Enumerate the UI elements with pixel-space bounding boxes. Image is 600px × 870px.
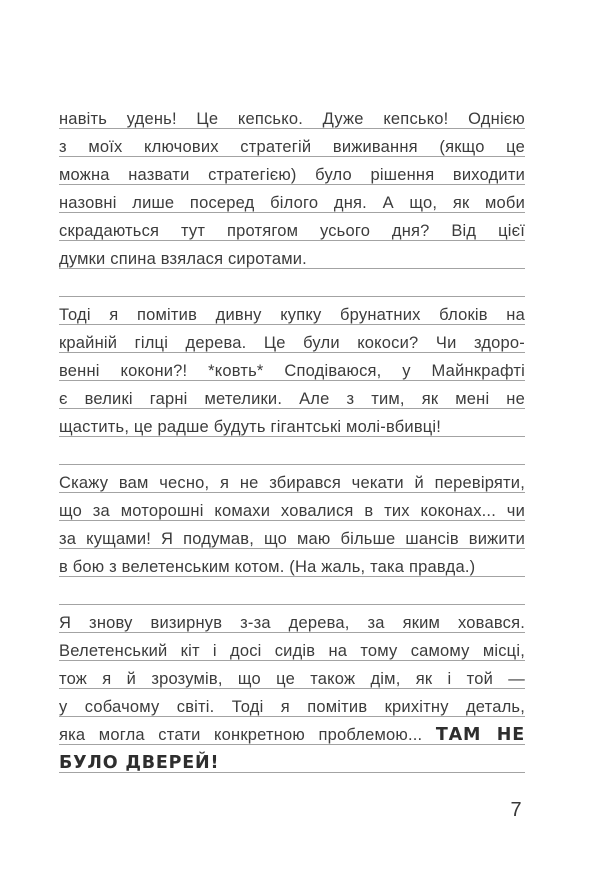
text-line-emphasis: [59, 721, 525, 749]
text-line: навіть удень! Це кепсько. Дуже кепсько! Однією: [59, 110, 525, 128]
text-line: Скажу вам чесно, я не збирався чекати й перевіряти,: [59, 474, 525, 492]
text-line-emphasis: БУЛО ДВЕРЕЙ!: [59, 753, 220, 773]
paragraph: [59, 605, 525, 773]
text-line: щастить, це радше будуть гігантські молі-вбивці!: [59, 418, 442, 436]
emphasis-normal-text: яка могла стати конкретною проблемою...: [59, 726, 423, 744]
text-line: тож я й зрозумів, що це також дім, як і той —: [59, 670, 525, 688]
text-line: є великі гарні метелики. Але з тим, як мені не: [59, 390, 525, 408]
text-line: що за моторошні комахи ховалися в тих коконах... чи: [59, 502, 525, 520]
paragraph: [59, 297, 525, 437]
paragraph: [59, 465, 525, 577]
text-line: крайній гілці дерева. Це були кокоси? Чи здоро-: [59, 334, 525, 352]
emphasis-bold-text: ТАМ НЕ: [435, 725, 525, 745]
text-line: у собачому світі. Тоді я помітив крихітну деталь,: [59, 698, 525, 716]
text-line: скрадаються тут протягом усього дня? Від цієї: [59, 222, 525, 240]
text-line: Тоді я помітив дивну купку брунатних блоків на: [59, 306, 525, 324]
text-line: думки спина взялася сиротами.: [59, 250, 307, 268]
page-text: [59, 101, 525, 773]
text-line: Я знову визирнув з-за дерева, за яким ховався.: [59, 614, 525, 632]
text-line: Велетенський кіт і досі сидів на тому самому місці,: [59, 642, 525, 660]
text-line: в бою з велетенським котом. (На жаль, така правда.): [59, 558, 476, 576]
page-number: 7: [510, 799, 522, 821]
text-line: назовні лише посеред білого дня. А що, як моби: [59, 194, 525, 212]
text-line: з моїх ключових стратегій виживання (якщо це: [59, 138, 525, 156]
text-line: венні кокони?! *ковть* Сподіваюся, у Майнкрафті: [59, 362, 525, 380]
text-line: за кущами! Я подумав, що маю більше шансів вижити: [59, 530, 525, 548]
text-line: можна назвати стратегією) було рішення виходити: [59, 166, 525, 184]
paragraph: [59, 101, 525, 269]
